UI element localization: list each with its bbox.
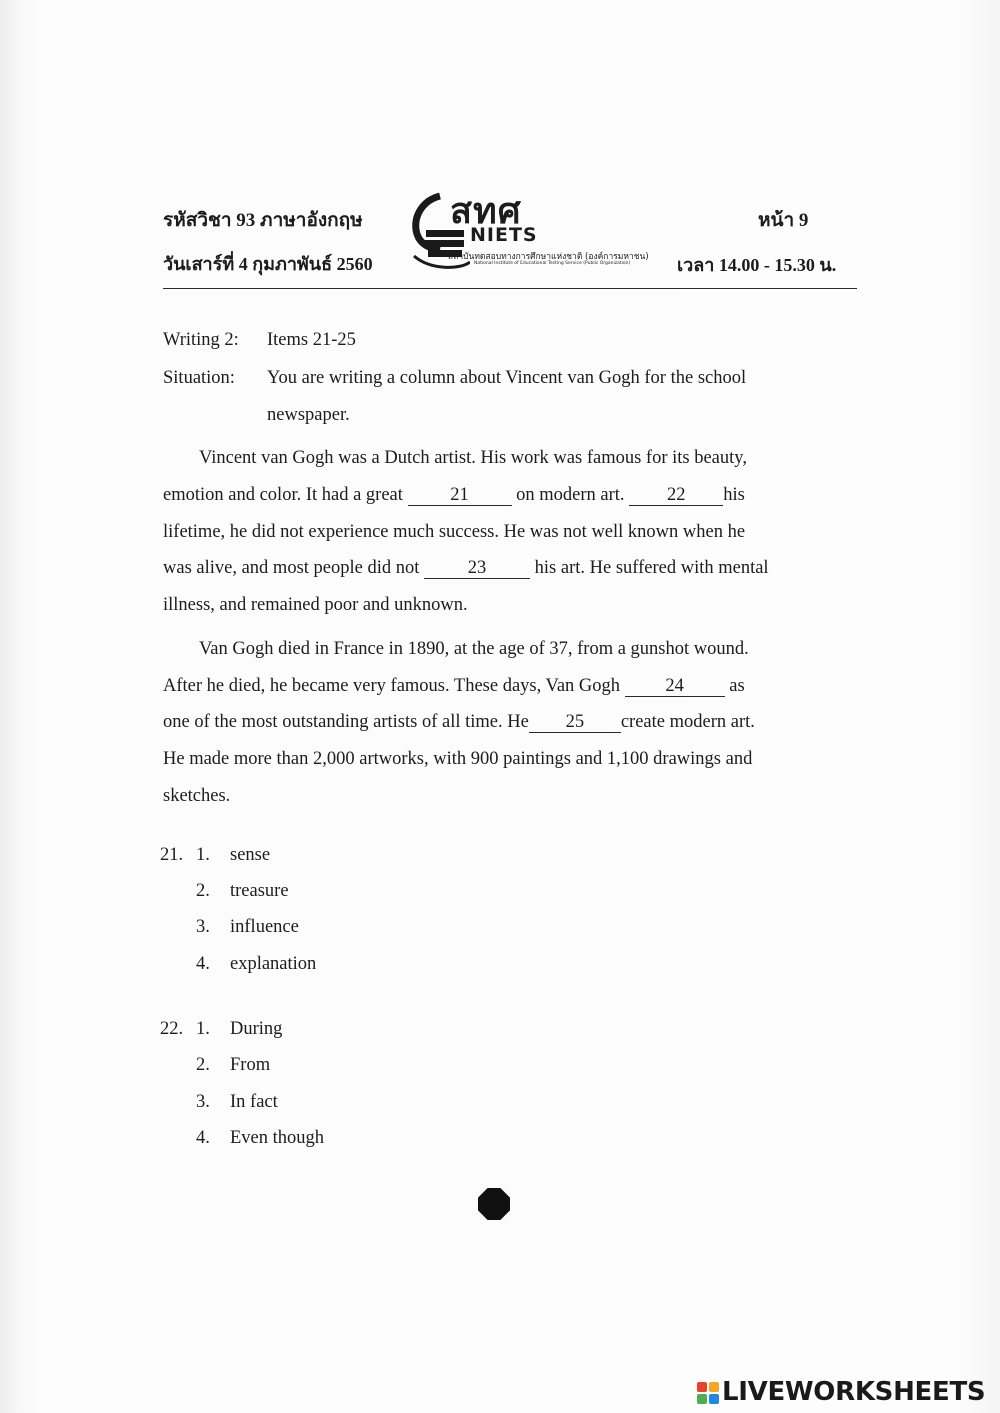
option-number: 3. — [196, 1092, 210, 1112]
niets-logo — [410, 190, 672, 274]
blank-23[interactable]: 23 — [424, 558, 530, 578]
liveworksheets-logo-icon — [697, 1382, 719, 1404]
passage-p1-line1: Vincent van Gogh was a Dutch artist. His work was famous for its beauty, — [199, 448, 747, 468]
passage-text: emotion and color. It had a great — [163, 485, 408, 505]
passage-text: was alive, and most people did not — [163, 558, 425, 578]
option-21-3[interactable]: influence — [230, 917, 299, 937]
option-number: 1. — [196, 845, 210, 865]
passage-p2-line1: Van Gogh died in France in 1890, at the age of 37, from a gunshot wound. — [199, 639, 749, 659]
logo-square — [697, 1382, 707, 1392]
header-divider — [163, 288, 857, 289]
section-title: Items 21-25 — [267, 330, 356, 350]
passage-p2-line4: He made more than 2,000 artworks, with 900 paintings and 1,100 drawings and — [163, 749, 753, 769]
passage-p1-line3: lifetime, he did not experience much success. He was not well known when he — [163, 522, 746, 542]
question-number: 22. — [160, 1019, 184, 1039]
section-label: Writing 2: — [163, 330, 239, 350]
logo-square — [709, 1394, 719, 1404]
option-21-1[interactable]: sense — [230, 845, 271, 865]
option-number: 2. — [196, 881, 210, 901]
option-22-2[interactable]: From — [230, 1055, 271, 1075]
option-number: 4. — [196, 1128, 210, 1148]
option-22-3[interactable]: In fact — [230, 1092, 278, 1112]
option-number: 4. — [196, 954, 210, 974]
option-number: 2. — [196, 1055, 210, 1075]
passage-text: After he died, he became very famous. These days, Van Gogh — [163, 676, 625, 696]
passage-text: as — [724, 676, 745, 696]
option-21-2[interactable]: treasure — [230, 881, 289, 901]
passage-text: his art. He suffered with mental — [530, 558, 769, 578]
passage-p2-line3 — [163, 712, 755, 732]
option-number: 3. — [196, 917, 210, 937]
passage-p2-line5: sketches. — [163, 786, 231, 806]
blank-24[interactable]: 24 — [625, 676, 725, 696]
logo-square — [709, 1382, 719, 1392]
passage-text: his — [723, 485, 745, 505]
question-number: 21. — [160, 845, 184, 865]
passage-p1-line5: illness, and remained poor and unknown. — [163, 595, 468, 615]
page-number: หน้า 9 — [758, 210, 809, 231]
logo-square — [697, 1394, 707, 1404]
situation-label: Situation: — [163, 368, 235, 388]
watermark-text: LIVEWORKSHEETS — [722, 1377, 986, 1407]
option-22-1[interactable]: During — [230, 1019, 283, 1039]
blank-25[interactable]: 25 — [529, 712, 621, 732]
page-registration-mark — [478, 1188, 510, 1220]
option-22-4[interactable]: Even though — [230, 1128, 325, 1148]
exam-time: เวลา 14.00 - 15.30 น. — [677, 255, 837, 275]
passage-text: create modern art. — [620, 712, 755, 732]
blank-22[interactable]: 22 — [629, 485, 723, 505]
passage-text: one of the most outstanding artists of all time. He — [163, 712, 529, 732]
blank-21[interactable]: 21 — [408, 485, 512, 505]
situation-text-line2: newspaper. — [267, 405, 350, 425]
subject-code: รหัสวิชา 93 ภาษาอังกฤษ — [163, 210, 363, 231]
passage-p1-line4 — [163, 558, 769, 578]
logo-thai-acronym: สทศ — [450, 191, 522, 232]
exam-date: วันเสาร์ที่ 4 กุมภาพันธ์ 2560 — [163, 254, 373, 274]
passage-p1-line2 — [163, 485, 745, 505]
option-21-4[interactable]: explanation — [230, 954, 317, 974]
logo-org-name: สถาบันทดสอบทางการศึกษาแห่งชาติ (องค์การมหาชน) — [448, 252, 649, 262]
option-number: 1. — [196, 1019, 210, 1039]
passage-p2-line2 — [163, 676, 745, 696]
situation-text-line1: You are writing a column about Vincent van Gogh for the school — [267, 368, 747, 388]
passage-text: on modern art. — [511, 485, 630, 505]
logo-acronym: NIETS — [470, 224, 538, 246]
logo-org-name-en: National Institute of Educational Testing Service (Public Organization) — [474, 261, 631, 266]
